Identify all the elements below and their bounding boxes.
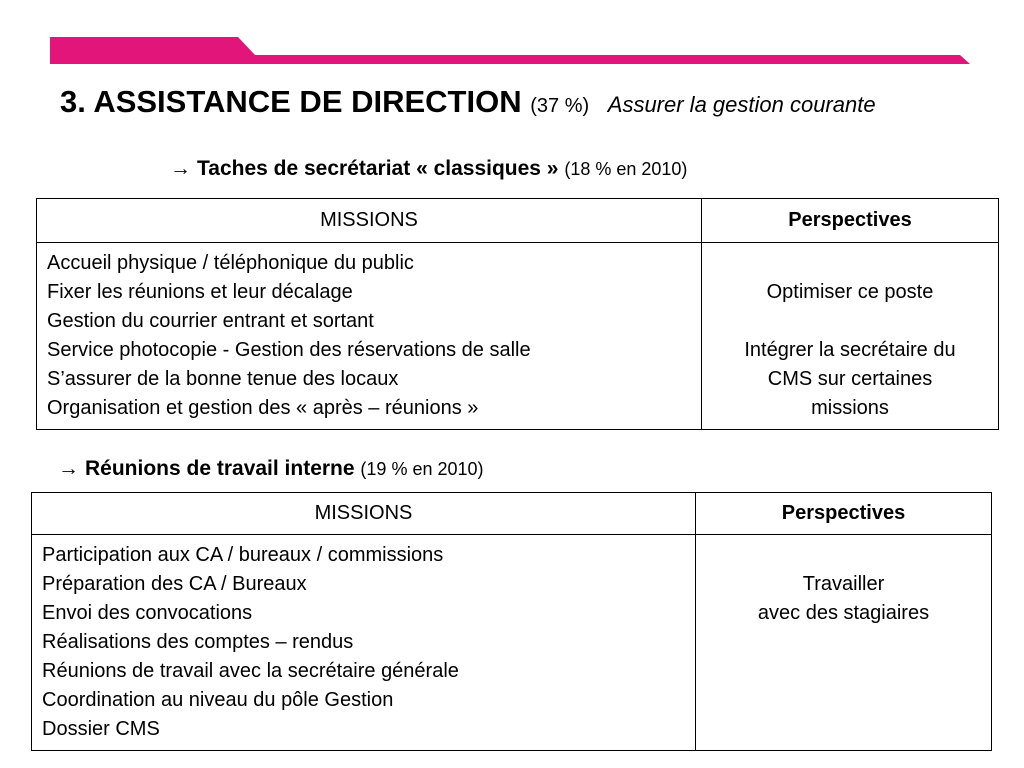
section-heading-percentage: (18 % en 2010) [564,159,688,179]
accent-bar-thin [240,55,970,64]
page-title [60,84,876,120]
title-percentage: (37 %) [530,95,590,117]
accent-bar-base [50,55,250,64]
title-subtitle: Assurer la gestion courante [607,92,876,117]
table-header-row [37,199,999,243]
list-item: Coordination au niveau du pôle Gestion [42,689,394,711]
missions-column-header: MISSIONS [37,199,702,243]
section-heading-text: Réunions de travail interne [85,457,355,480]
list-item: Fixer les réunions et leur décalage [47,281,353,303]
section-heading-reunions [58,457,484,481]
perspective-line: Optimiser ce poste [766,281,934,303]
title-main: 3. ASSISTANCE DE DIRECTION [60,84,522,119]
perspective-line: Intégrer la secrétaire du [744,339,956,361]
list-item: S’assurer de la bonne tenue des locaux [47,368,399,390]
list-item: Service photocopie - Gestion des réservations de salle [47,339,531,361]
table-header-row [32,493,992,535]
arrow-right-icon: → [58,457,79,480]
perspective-line: Travailler [802,573,885,595]
accent-bar-thick [50,37,255,55]
list-item: Réalisations des comptes – rendus [42,631,354,653]
table-row [37,243,999,430]
missions-table-secretariat [36,198,999,430]
missions-table-reunions [31,492,992,751]
list-item: Réunions de travail avec la secrétaire générale [42,660,459,682]
list-item: Organisation et gestion des « après – réunions » [47,397,479,419]
perspectives-column-header: Perspectives [696,493,992,535]
perspective-line: CMS sur certaines [767,368,933,390]
list-item: Accueil physique / téléphonique du public [47,252,414,274]
missions-column-header: MISSIONS [32,493,696,535]
list-item: Gestion du courrier entrant et sortant [47,310,374,332]
list-item: Participation aux CA / bureaux / commissions [42,544,444,566]
missions-cell [32,535,696,751]
perspective-line: missions [811,397,889,419]
header-accent-bar [50,37,970,64]
list-item: Envoi des convocations [42,602,253,624]
list-item: Dossier CMS [42,718,160,740]
table-row [32,535,992,751]
missions-cell [37,243,702,430]
section-heading-text: Taches de secrétariat « classiques » [197,157,559,180]
perspective-line: avec des stagiaires [757,602,930,624]
perspective-spacer [702,307,998,336]
perspectives-cell [702,243,999,430]
section-heading-secretariat [170,157,687,181]
arrow-right-icon: → [170,157,191,180]
section-heading-percentage: (19 % en 2010) [360,459,484,479]
perspectives-cell [696,535,992,751]
list-item: Préparation des CA / Bureaux [42,573,307,595]
perspectives-column-header: Perspectives [702,199,999,243]
